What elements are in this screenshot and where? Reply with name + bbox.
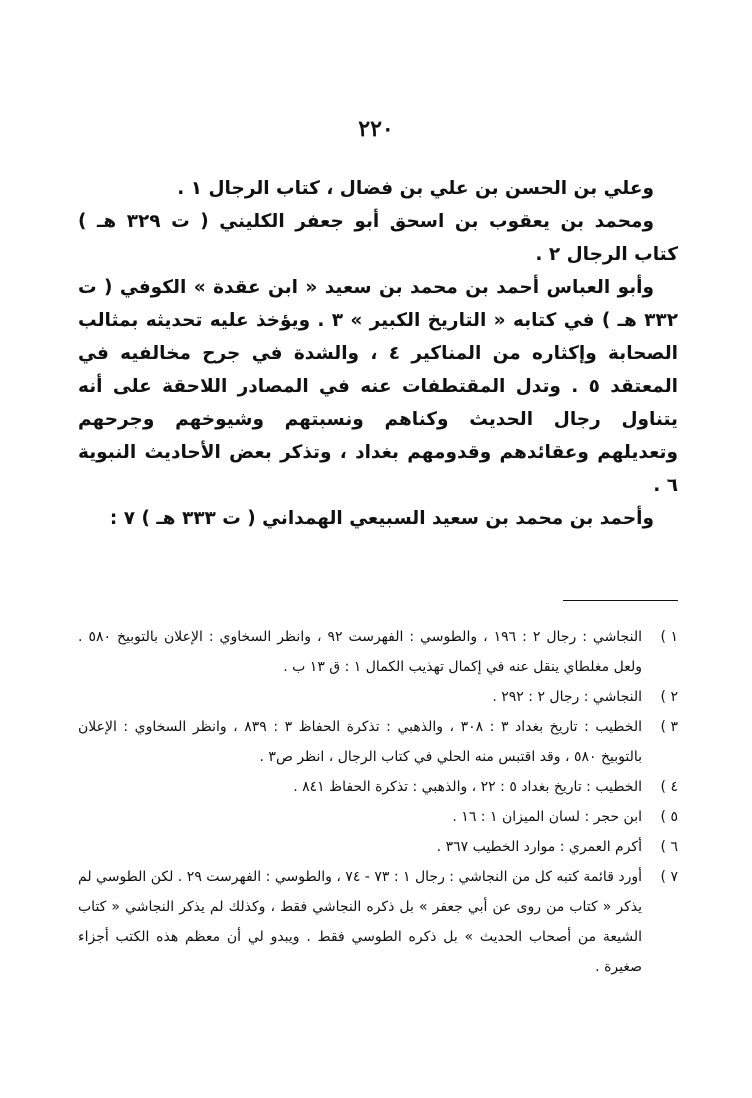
footnote-item: [78, 772, 678, 802]
footnote-text: النجاشي : رجال ٢ : ٢٩٢ .: [492, 689, 642, 705]
footnote-text: ابن حجر : لسان الميزان ١ : ١٦ .: [452, 809, 642, 825]
paragraph-ali-ibn-fadhal: وعلي بن الحسن بن علي بن فضال ، كتاب الرجال ١ .: [177, 178, 654, 199]
footnote-item: [78, 802, 678, 832]
footnote-number: ١ ): [660, 629, 678, 645]
footnote-number: ٧ ): [660, 869, 678, 885]
footnote-text: الخطيب : تاريخ بغداد ٣ : ٣٠٨ ، والذهبي : تذكرة الحفاظ ٣ : ٨٣٩ ، وانظر السخاوي : الإعلان بالتوبيخ ٥٨٠ ، وقد اقتبس منه الحلي في كتاب الرجال ، انظر ص٣ .: [78, 719, 642, 765]
footnote-item: [78, 682, 678, 712]
footnote-text: النجاشي : رجال ٢ : ١٩٦ ، والطوسي : الفهرست ٩٢ ، وانظر السخاوي : الإعلان بالتوبيخ ٥٨٠ . ولعل مغلطاي ينقل عنه في إكمال تهذيب الكمال ١ : ق ١٣ ب .: [78, 629, 642, 675]
footnote-number: ٤ ): [660, 779, 678, 795]
footnote-number: ٣ ): [660, 719, 678, 735]
footnote-item: [78, 622, 678, 682]
main-text: [78, 172, 678, 535]
footnote-number: ٢ ): [660, 689, 678, 705]
footnote-text: أكرم العمري : موارد الخطيب ٣٦٧ .: [436, 839, 642, 855]
footnote-text: أورد قائمة كتبه كل من النجاشي : رجال ١ : ٧٣ - ٧٤ ، والطوسي : الفهرست ٢٩ . لكن الطوسي لم يذكر « كتاب من روى عن أبي جعفر » بل ذكره النجاشي فقط ، وكذلك لم يذكر النجاشي « كتاب الشيعة من أصحاب الحديث » بل ذكره الطوسي فقط . ويبدو لي أن معظم هذه الكتب أجزاء صغيرة .: [78, 869, 642, 975]
footnote-item: [78, 712, 678, 772]
paragraph-ibn-uqda: وأبو العباس أحمد بن محمد بن سعيد « ابن عقدة » الكوفي ( ت ٣٣٢ هـ ) في كتابه « التاريخ الكبير » ٣ . ويؤخذ عليه تحديثه بمثالب الصحابة وإكثاره من المناكير ٤ ، والشدة في جرح مخالفيه في المعتقد ٥ . وتدل المقتطفات عنه في المصادر اللاحقة على أنه يتناول رجال الحديث وكناهم ونسبتهم وشيوخهم وجرحهم وتعديلهم وعقائدهم وقدومهم بغداد ، وتذكر بعض الأحاديث النبوية ٦ .: [78, 277, 678, 496]
footnote-item: [78, 862, 678, 982]
footnotes: [78, 622, 678, 982]
paragraph-kulayni: ومحمد بن يعقوب بن اسحق أبو جعفر الكليني ( ت ٣٢٩ هـ ) كتاب الرجال ٢ .: [78, 211, 678, 265]
footnote-number: ٥ ): [660, 809, 678, 825]
footnote-number: ٦ ): [660, 839, 678, 855]
footnote-item: [78, 832, 678, 862]
page-number: ٢٢٠: [358, 116, 394, 142]
footnote-text: الخطيب : تاريخ بغداد ٥ : ٢٢ ، والذهبي : تذكرة الحفاظ ٨٤١ .: [293, 779, 642, 795]
paragraph-subayi-hamdani: وأحمد بن محمد بن سعيد السبيعي الهمداني ( ت ٣٣٣ هـ ) ٧ :: [109, 508, 654, 529]
footnote-divider: [563, 600, 678, 601]
